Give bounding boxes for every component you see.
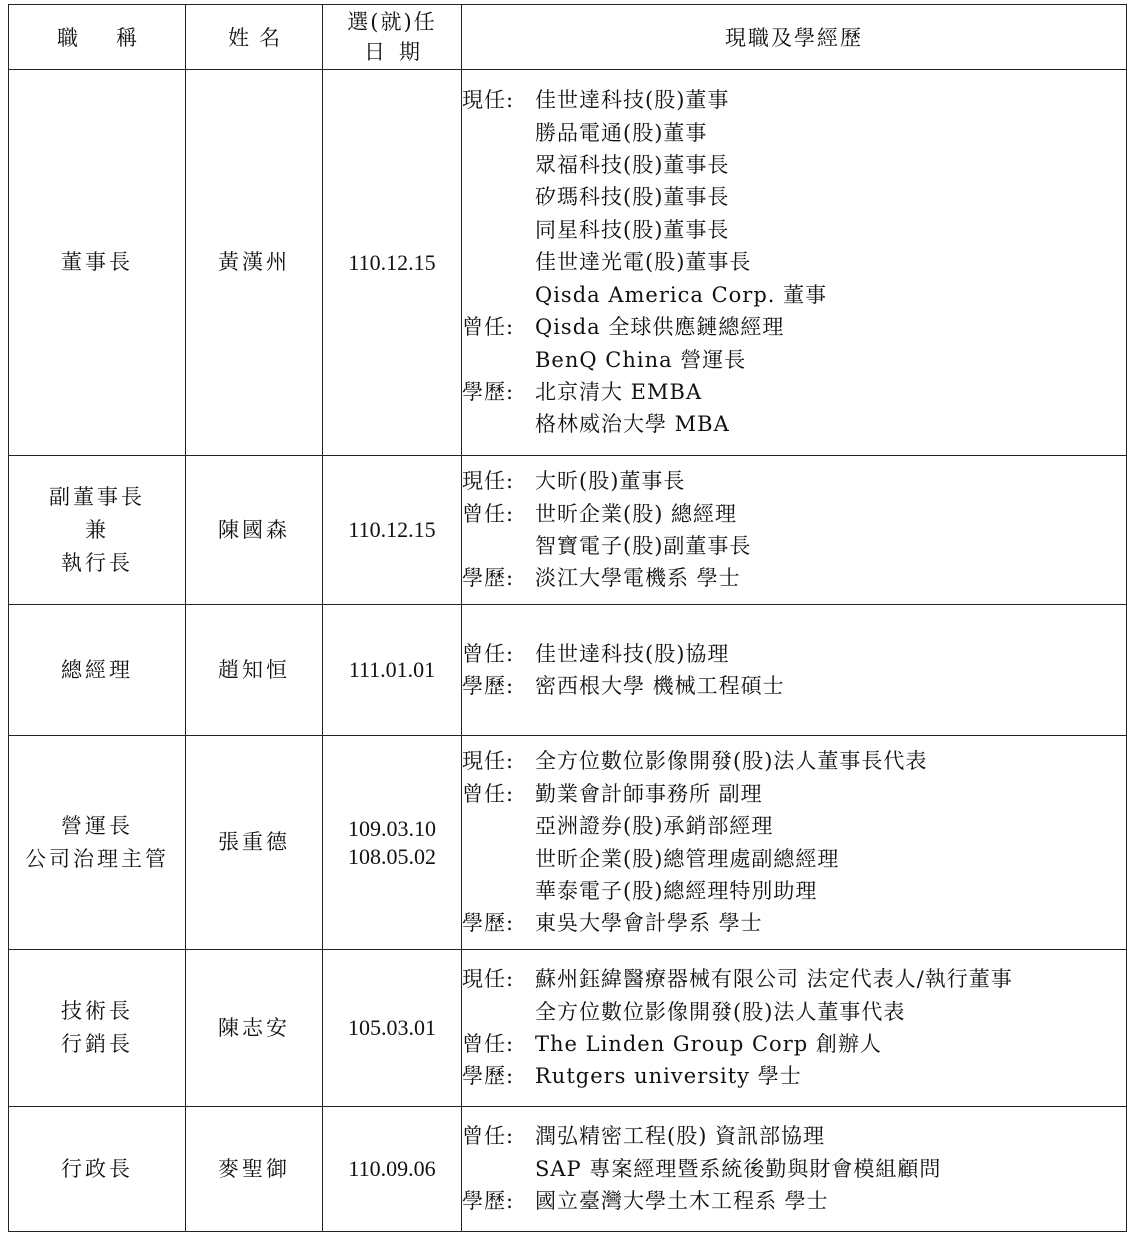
experience-label: 學歷: <box>462 379 515 404</box>
experience-text: 佳世達光電(股)董事長 <box>535 250 752 275</box>
experience-text: 全方位數位影像開發(股)法人董事長代表 <box>535 749 928 774</box>
experience-text: Qisda America Corp. 董事 <box>535 282 828 307</box>
experience-label <box>462 344 535 376</box>
appointment-date: 108.05.02 <box>348 843 436 869</box>
experience-cell <box>462 950 1127 1107</box>
position-title: 執行長 <box>61 550 133 575</box>
experience-line <box>462 181 1126 213</box>
table-row <box>9 456 1127 605</box>
experience-label <box>462 214 535 246</box>
experience-label <box>462 246 535 278</box>
experience-line <box>462 1060 1126 1092</box>
position-title-cell <box>9 1107 186 1232</box>
appointment-date: 110.12.15 <box>348 517 436 542</box>
person-name: 陳志安 <box>186 950 323 1107</box>
experience-line <box>462 810 1126 842</box>
experience-label <box>462 843 535 875</box>
experience-label: 學歷: <box>462 911 515 936</box>
experience-text: Rutgers university 學士 <box>535 1064 802 1089</box>
experience-line <box>462 149 1126 181</box>
experience-label <box>462 996 535 1028</box>
position-title: 行銷長 <box>61 1032 133 1056</box>
experience-line <box>462 1185 1126 1217</box>
position-title-cell <box>9 605 186 736</box>
position-title-cell <box>9 950 186 1107</box>
person-name: 張重德 <box>186 736 323 950</box>
person-name: 黃漢州 <box>186 70 323 456</box>
table-row <box>9 1107 1127 1232</box>
experience-text: 蘇州鈺緯醫療器械有限公司 法定代表人/執行董事 <box>535 967 1013 992</box>
experience-label: 學歷: <box>462 1064 515 1089</box>
experience-label <box>462 530 535 562</box>
experience-text: 全方位數位影像開發(股)法人董事代表 <box>535 999 906 1024</box>
experience-text: 佳世達科技(股)協理 <box>535 641 730 666</box>
experience-label <box>462 181 535 213</box>
header-row <box>9 5 1127 70</box>
experience-text: BenQ China 營運長 <box>535 347 747 372</box>
experience-cell <box>462 456 1127 605</box>
experience-label: 現任: <box>462 967 515 992</box>
experience-line <box>462 1153 1126 1185</box>
experience-label: 曾任: <box>462 501 515 526</box>
appointment-date: 110.12.15 <box>348 249 436 275</box>
position-title: 兼 <box>85 517 109 542</box>
experience-line <box>462 996 1126 1028</box>
experience-text: 世昕企業(股) 總經理 <box>535 501 738 526</box>
experience-label: 學歷: <box>462 566 515 591</box>
experience-label: 現任: <box>462 88 515 113</box>
table-row <box>9 70 1127 456</box>
experience-line <box>462 745 1126 777</box>
experience-label: 學歷: <box>462 674 515 698</box>
appointment-date-cell <box>323 1107 462 1232</box>
experience-text: 淡江大學電機系 學士 <box>535 566 741 591</box>
experience-text: 勤業會計師事務所 副理 <box>535 781 763 806</box>
experience-text: 同星科技(股)董事長 <box>535 217 730 242</box>
position-title: 董事長 <box>61 250 133 274</box>
experience-label <box>462 1153 535 1185</box>
experience-text: 亞洲證券(股)承銷部經理 <box>535 814 774 839</box>
experience-line <box>462 530 1126 562</box>
experience-line <box>462 1028 1126 1060</box>
experience-text: 佳世達科技(股)董事 <box>535 88 730 113</box>
experience-line <box>462 246 1126 278</box>
experience-label <box>462 810 535 842</box>
experience-line <box>462 376 1126 408</box>
experience-text: 潤弘精密工程(股) 資訊部協理 <box>535 1124 826 1149</box>
experience-line <box>462 907 1126 939</box>
experience-line <box>462 279 1126 311</box>
experience-label: 曾任: <box>462 315 515 340</box>
experience-label <box>462 149 535 181</box>
experience-line <box>462 778 1126 810</box>
header-bio: 現職及學經歷 <box>462 5 1127 70</box>
experience-text: 格林威治大學 MBA <box>535 412 730 437</box>
position-title: 營運長 <box>61 813 133 838</box>
experience-text: 大昕(股)董事長 <box>535 469 686 494</box>
experience-label: 學歷: <box>462 1189 515 1214</box>
experience-label: 現任: <box>462 749 515 774</box>
experience-text: 華泰電子(股)總經理特別助理 <box>535 878 818 903</box>
experience-text: 眾福科技(股)董事長 <box>535 153 730 178</box>
experience-text: The Linden Group Corp 創辦人 <box>535 1032 882 1056</box>
experience-text: 東吳大學會計學系 學士 <box>535 911 763 936</box>
header-title: 職稱 <box>9 5 186 70</box>
position-title-cell <box>9 736 186 950</box>
experience-text: SAP 專案經理暨系統後勤與財會模組顧問 <box>535 1156 942 1181</box>
appointment-date-cell <box>323 605 462 736</box>
experience-cell <box>462 1107 1127 1232</box>
experience-text: 智寶電子(股)副董事長 <box>535 534 752 558</box>
person-name: 陳國森 <box>186 456 323 605</box>
experience-line <box>462 843 1126 875</box>
management-roster-table <box>8 4 1127 1232</box>
position-title: 副董事長 <box>49 484 145 509</box>
experience-line <box>462 670 1126 702</box>
appointment-date-cell <box>323 70 462 456</box>
header-date: 選(就)任 日期 <box>323 5 462 70</box>
position-title: 技術長 <box>61 999 133 1023</box>
table-row <box>9 950 1127 1107</box>
experience-line <box>462 875 1126 907</box>
appointment-date-cell <box>323 456 462 605</box>
experience-line <box>462 84 1126 116</box>
experience-line <box>462 1120 1126 1152</box>
experience-cell <box>462 605 1127 736</box>
position-title: 總經理 <box>61 657 133 682</box>
appointment-date: 111.01.01 <box>348 657 436 682</box>
appointment-date: 109.03.10 <box>348 815 436 841</box>
person-name: 麥聖御 <box>186 1107 323 1232</box>
experience-label <box>462 408 535 440</box>
experience-text: 勝品電通(股)董事 <box>535 120 708 145</box>
experience-label <box>462 279 535 311</box>
experience-text: Qisda 全球供應鏈總經理 <box>535 315 785 340</box>
experience-label: 曾任: <box>462 781 515 806</box>
experience-line <box>462 498 1126 530</box>
position-title: 公司治理主管 <box>25 846 169 871</box>
appointment-date-cell <box>323 736 462 950</box>
experience-label: 現任: <box>462 469 515 494</box>
experience-line <box>462 214 1126 246</box>
experience-line <box>462 117 1126 149</box>
experience-label: 曾任: <box>462 1124 515 1149</box>
experience-text: 國立臺灣大學土木工程系 學士 <box>535 1189 829 1214</box>
experience-line <box>462 963 1126 995</box>
experience-cell <box>462 70 1127 456</box>
appointment-date-cell <box>323 950 462 1107</box>
position-title-cell <box>9 70 186 456</box>
experience-label <box>462 117 535 149</box>
experience-line <box>462 562 1126 594</box>
table-row <box>9 736 1127 950</box>
appointment-date: 110.09.06 <box>348 1156 436 1181</box>
experience-text: 世昕企業(股)總管理處副總經理 <box>535 846 840 871</box>
position-title: 行政長 <box>61 1156 133 1181</box>
header-name: 姓名 <box>186 5 323 70</box>
roster-body <box>9 70 1127 1232</box>
person-name: 趙知恒 <box>186 605 323 736</box>
experience-label <box>462 875 535 907</box>
experience-line <box>462 408 1126 440</box>
experience-text: 矽瑪科技(股)董事長 <box>535 185 730 210</box>
experience-text: 北京清大 EMBA <box>535 379 703 404</box>
position-title-cell <box>9 456 186 605</box>
experience-label: 曾任: <box>462 1032 515 1056</box>
table-row <box>9 605 1127 736</box>
experience-text: 密西根大學 機械工程碩士 <box>535 674 785 698</box>
experience-line <box>462 344 1126 376</box>
experience-line <box>462 311 1126 343</box>
experience-line <box>462 465 1126 497</box>
experience-cell <box>462 736 1127 950</box>
experience-label: 曾任: <box>462 641 515 666</box>
appointment-date: 105.03.01 <box>348 1015 436 1040</box>
experience-line <box>462 638 1126 670</box>
